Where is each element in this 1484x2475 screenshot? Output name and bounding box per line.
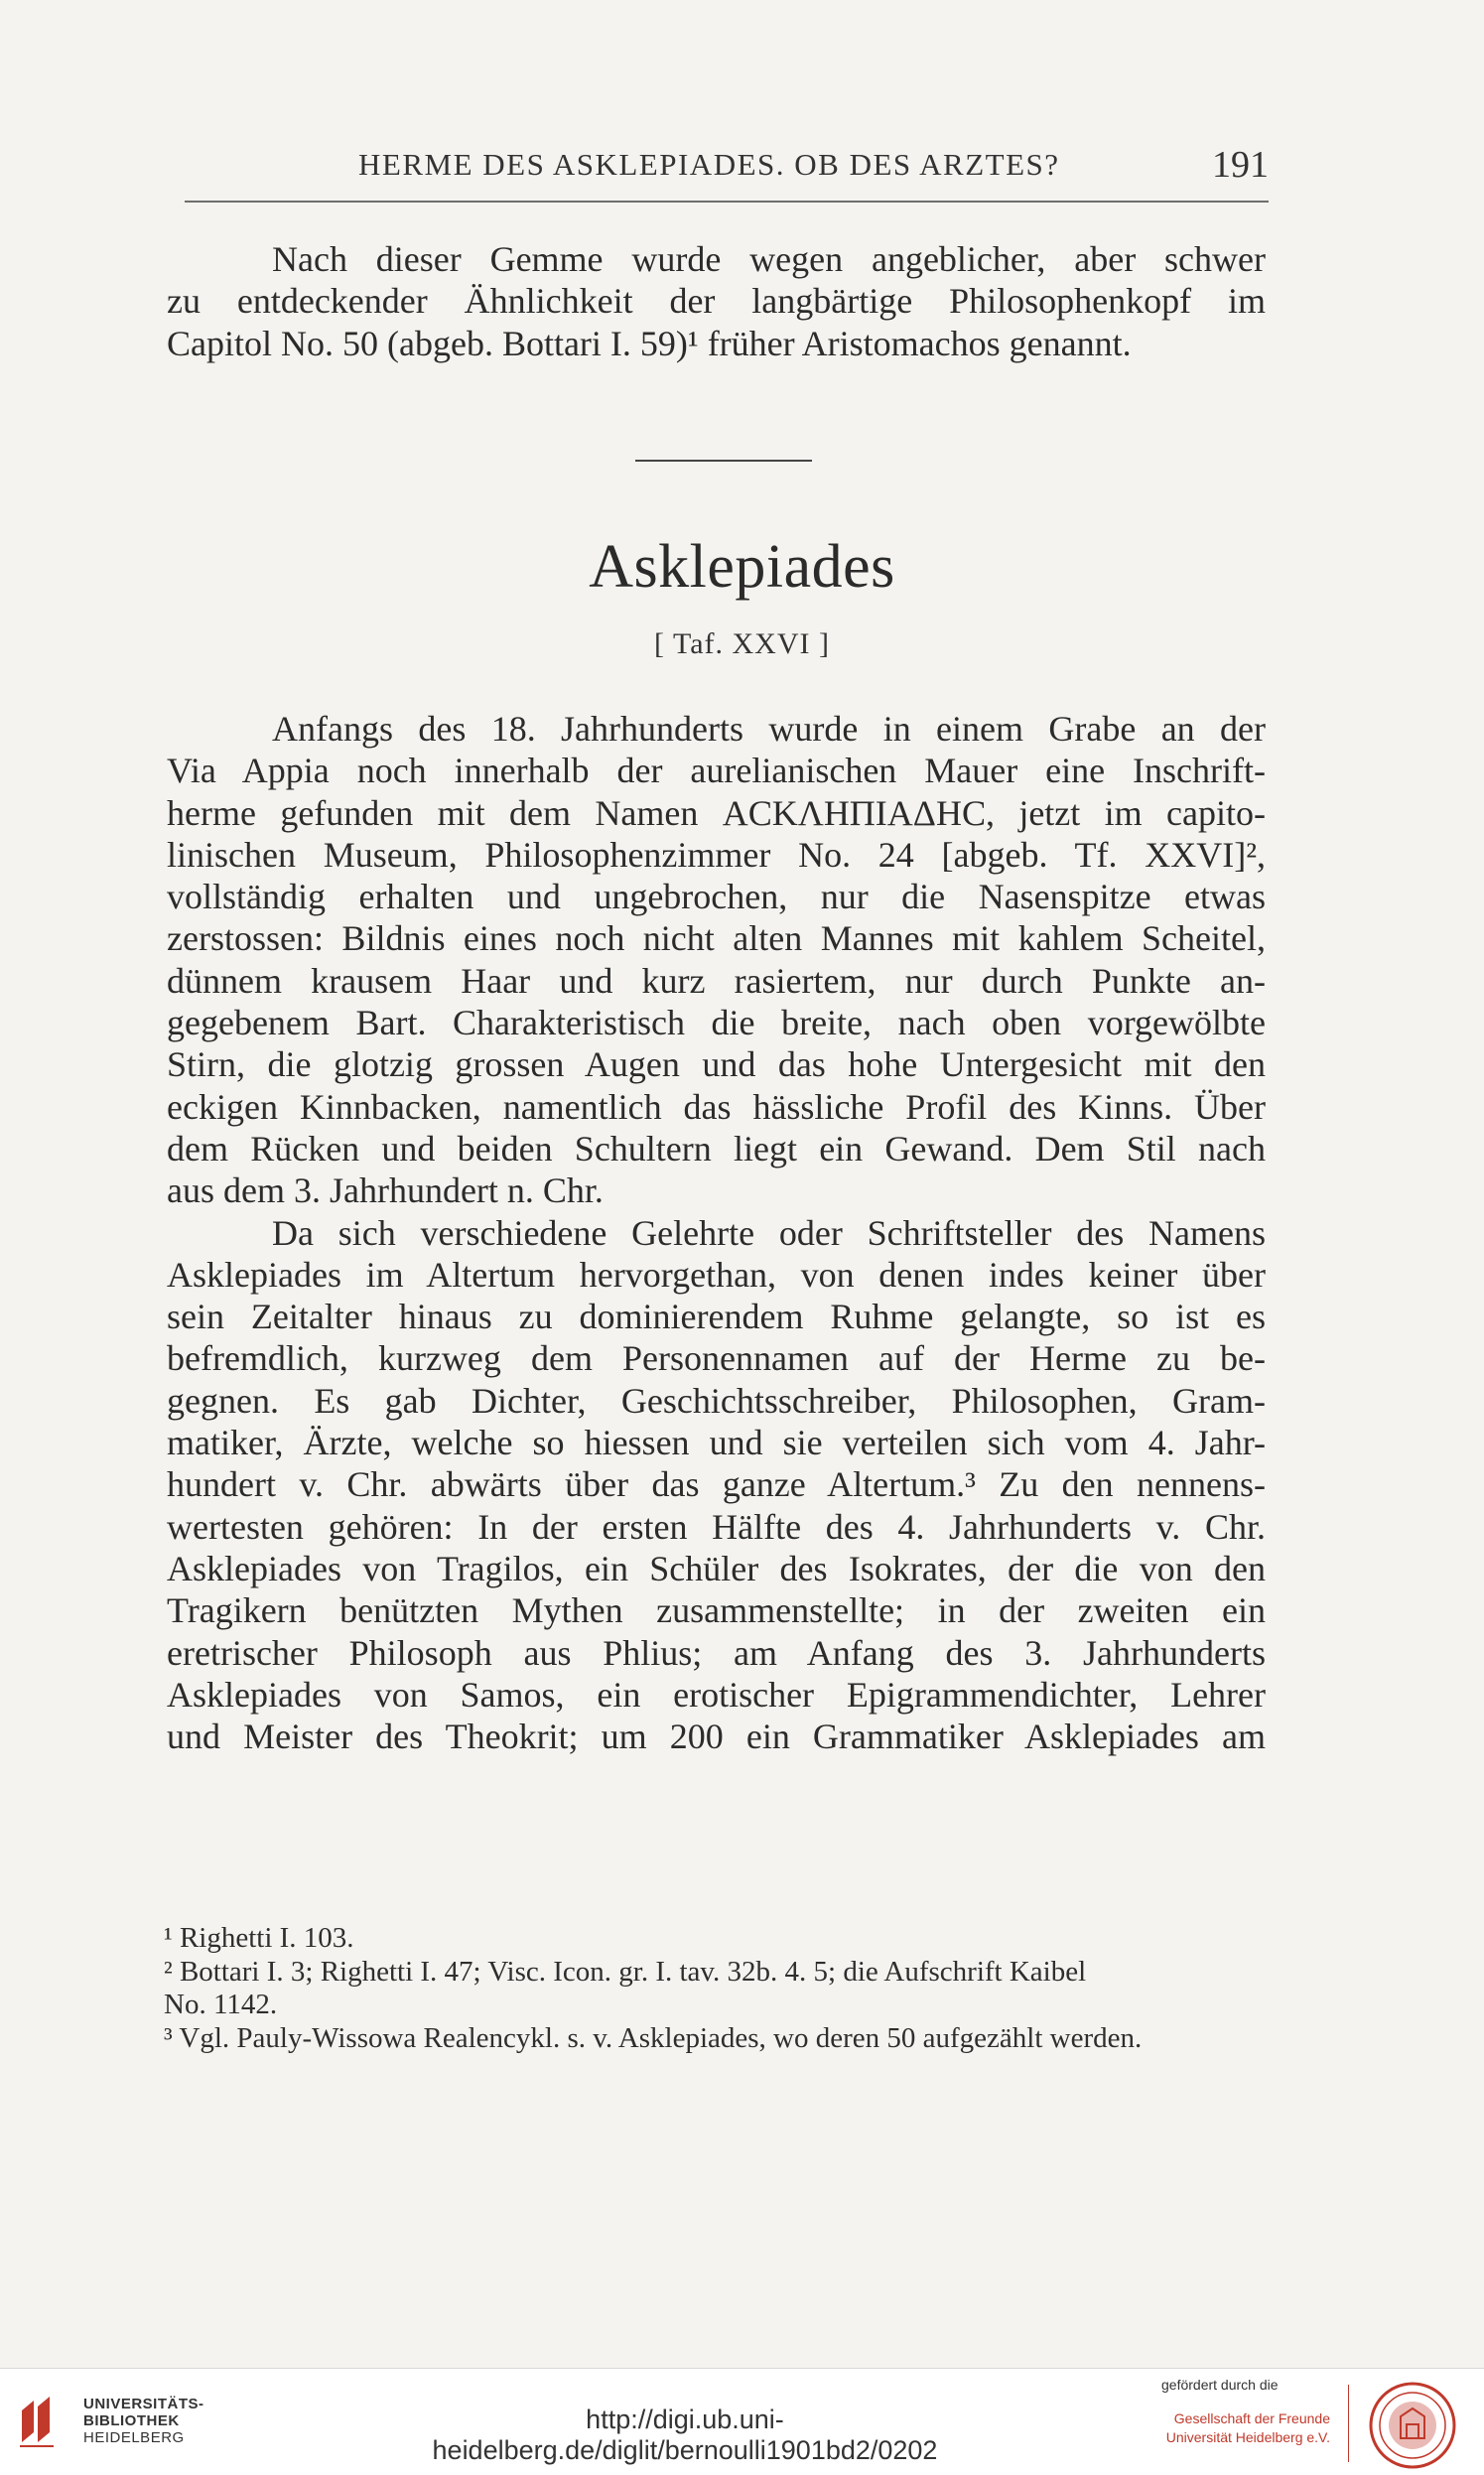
text-line: Asklepiades im Altertum hervorgethan, von denen indes keiner über (167, 1254, 1266, 1295)
text-line: dünnem krausem Haar und kurz rasiertem, nur durch Punkte an- (167, 960, 1266, 1001)
plate-reference: [ Taf. XXVI ] (654, 627, 830, 660)
library-name-line: HEIDELBERG (83, 2429, 185, 2446)
intro-paragraph (167, 238, 1266, 364)
sponsor-label: gefördert durch die (1161, 2377, 1279, 2393)
text-line: Asklepiades von Tragilos, ein Schüler des Isokrates, der die von den (167, 1548, 1266, 1588)
sponsor-name-line: Gesellschaft der Freunde (1173, 2410, 1330, 2426)
permalink-url[interactable]: http://digi.ub.uni-heidelberg.de/diglit/bernoulli1901bd2/0202 (432, 2405, 938, 2465)
text-line: Asklepiades von Samos, ein erotischer Epigrammendichter, Lehrer (167, 1674, 1266, 1715)
digitization-footer (0, 2368, 1484, 2475)
section-title: Asklepiades (589, 533, 895, 601)
text-line: gegnen. Es gab Dichter, Geschichtsschreiber, Philosophen, Gram- (167, 1380, 1266, 1421)
text-line: vollständig erhalten und ungebrochen, nur die Nasenspitze etwas (167, 877, 1266, 917)
text-line: Anfangs des 18. Jahrhunderts wurde in einem Grabe an der (272, 709, 1266, 749)
text-line: und Meister des Theokrit; um 200 ein Grammatiker Asklepiades am (167, 1717, 1266, 1757)
text-line: herme gefunden mit dem Namen ΑϹΚΛΗΠΙΑΔΗϹ, jetzt im capito- (167, 792, 1266, 833)
text-line: Tragikern benützten Mythen zusammenstellte; in der zweiten ein (167, 1590, 1266, 1631)
sponsor-name-line: Universität Heidelberg e.V. (1165, 2429, 1330, 2445)
university-seal-icon (1368, 2381, 1457, 2470)
footnote-continuation: No. 1142. (164, 1989, 278, 2020)
running-head (185, 139, 1269, 203)
footnotes (164, 1922, 1264, 2055)
text-line: gegebenem Bart. Charakteristisch die breite, nach oben vorgewölbte (167, 1003, 1266, 1043)
text-line: dem Rücken und beiden Schultern liegt ein Gewand. Dem Stil nach (167, 1128, 1266, 1169)
library-logo-icon (14, 2393, 71, 2450)
sponsor-name (1151, 2409, 1330, 2447)
running-head-title: HERME DES ASKLEPIADES. OB DES ARZTES? (358, 147, 1060, 182)
text-line: Stirn, die glotzig grossen Augen und das hohe Untergesicht mit den (167, 1044, 1266, 1085)
text-line: wertesten gehören: In der ersten Hälfte des 4. Jahrhunderts v. Chr. (167, 1506, 1266, 1547)
text-line: zu entdeckender Ähnlichkeit der langbärtige Philosophenkopf im (167, 281, 1266, 322)
text-line: sein Zeitalter hinaus zu dominierendem Ruhme gelangte, so ist es (167, 1297, 1266, 1337)
text-line: matiker, Ärzte, welche so hiessen und sie verteilen sich vom 4. Jahr- (167, 1423, 1266, 1463)
text-line: Da sich verschiedene Gelehrte oder Schriftsteller des Namens (272, 1212, 1266, 1253)
footnote: ² Bottari I. 3; Righetti I. 47; Visc. Icon. gr. I. tav. 32b. 4. 5; die Aufschrift Kaibel (164, 1955, 1087, 1988)
text-line: befremdlich, kurzweg dem Personennamen auf der Herme zu be- (167, 1338, 1266, 1379)
text-line: Via Appia noch innerhalb der aurelianischen Mauer eine Inschrift- (167, 751, 1266, 791)
text-line: linischen Museum, Philosophenzimmer No. 24 [abgeb. Tf. XXVI]², (167, 834, 1266, 875)
footnote: ¹ Righetti I. 103. (164, 1922, 354, 1954)
library-name (83, 2396, 204, 2446)
page-number: 191 (1212, 144, 1269, 186)
body-text (167, 708, 1266, 1757)
text-line: eretrischer Philosoph aus Phlius; am Anfang des 3. Jahrhunderts (167, 1632, 1266, 1673)
section-divider (635, 460, 812, 462)
text-line: Capitol No. 50 (abgeb. Bottari I. 59)¹ früher Aristomachos genannt. (167, 323, 1132, 363)
text-line: Nach dieser Gemme wurde wegen angeblicher, aber schwer (272, 239, 1266, 279)
text-line: hundert v. Chr. abwärts über das ganze Altertum.³ Zu den nennens- (167, 1464, 1266, 1505)
text-line: eckigen Kinnbacken, namentlich das hässliche Profil des Kinns. Über (167, 1086, 1266, 1127)
library-name-line: UNIVERSITÄTS- (83, 2396, 204, 2412)
text-line: zerstossen: Bildnis eines noch nicht alten Mannes mit kahlem Scheitel, (167, 918, 1266, 959)
footnote: ³ Vgl. Pauly-Wissowa Realencykl. s. v. Asklepiades, wo deren 50 aufgezählt werden. (164, 2021, 1143, 2054)
footer-divider (1348, 2385, 1349, 2462)
text-line: aus dem 3. Jahrhundert n. Chr. (167, 1170, 604, 1211)
library-name-line: BIBLIOTHEK (83, 2412, 180, 2429)
